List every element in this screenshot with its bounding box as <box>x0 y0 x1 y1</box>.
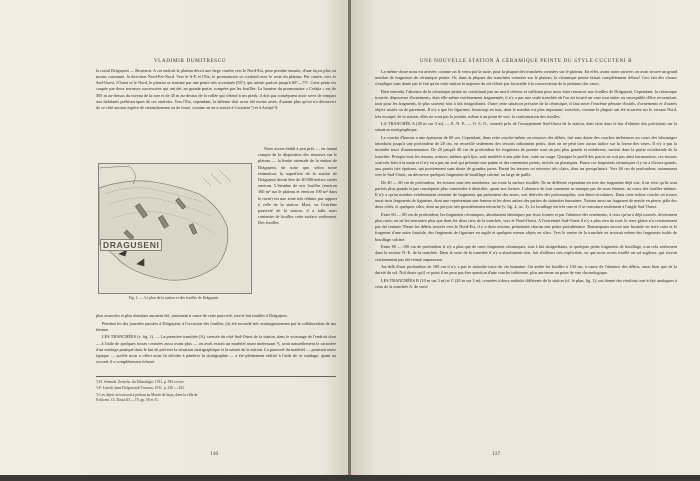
left-page <box>0 0 349 481</box>
footnotes <box>96 376 336 404</box>
figure-place-label: DRAGUSENI <box>100 239 162 251</box>
page-bottom-edge <box>0 475 700 481</box>
paragraph: Entre 60 — 80 cm de profondeur, les fragments céramiques, absolument identiques par leurs formes et par l'absence des ornements, à ceux qu'on a déjà trouvés, deviennent plus rares; on ne les rencontre plus que dans les deux tiers de la tranchée, vers le Nord-Ouest. A l'extrémité Sud-Ouest il n'y a plus rien du tout: le terre glaise n'a certainement pas été remuée. Parmi les débris trouvés vers le Nord-Est, il y a deux tessons, présentant chacun une petite protubérance. Remarquons encore une fusaïole en terre cuite et le fragment d'une autre fusaïole, des fragments de figurines en argile et quelques menus objets en silex. Vers le centre de la tranchée on trouvait même des fragments isolés de bouillage calciné. <box>375 211 677 242</box>
paragraph: plus avancées et plus étendues auraient été, justement à cause de cette pauvreté, tout-à-fait inutiles à Drăgușeni. <box>96 313 288 318</box>
paragraph: Entre 80 — 100 cm de profondeur il n'y a plus que de rares fragments céramiques, tout à fait insignifiants, et quelques petits fragments de bouillage, tout cela seulement dans le secteur N.-E. de la tranchée. Dans le reste de la tranchée il n'y a absolument rien, fait d'ailleurs très explicable, vu que nous avons fouillé un sol argileux, qui n'avait certainement pas été remué auparavant. <box>375 244 677 262</box>
right-page <box>351 0 700 481</box>
left-side-text <box>258 146 337 228</box>
paragraph: De 40 — 60 cm de profondeur, les tessons sont très nombreux, sur toute la surface fouillée. Ils ne diffèrent cependant en rien des fragments déjà vus; il ne n'est qu'ils sont parfois plus grands et par conséquent plus commodes à identifier, quant aux formes. L'absence de tout ornement se manque pas de nous étonner, au cours des fouilles-mêmes. Il n'y a qu'un nombre extrêmement restreint de fragments qui présentent des anses, soit dérivées des protomorphes, soit demi-circulaires. Dans cette même couche on trouve aussi trois fragments de figurines, dont une représentant une femme et les deux autres des parties de statuettes humaines. Notons aussi un fragment de meule en pierre, pâle des deux côtés, et quelques silex, dont un perçoir très grossièrement retouché (v. fig. 4, no. 3). Le bouillage est très rare et il se rencontre seulement à l'angle Sud-Ouest. <box>375 179 677 210</box>
paragraph: Bien entendu, l'absence de la céramique peinte ne constituait pas un motif sérieux et suffisant pour nous faire renoncer aux fouilles de Drăgușeni. Cependant, la céramique trouvée, dépourvue d'ornements, était elle-même extrêmement fragmentée; il n'y a pas une seule tranchée où l'on ait trouvé un vase tout entier ou susceptible d'être reconstitué; tous pour les fragments, le plus souvent tout à fait insignifiants. Outre cette situation précaire de la céramique, il faut noter l'extrême pénurie d'outils, d'ornements et d'autres objets usuels ou de parement. Il n'y a que les figurines, beaucoup en tout, dont le nombre est plus important; toutefois, comme le plupart ont été trouvées sur le versant Nord, très escarpé, de la station, elles ne vont pas la joindre, même à un point de vue, la conformation des fouilles. <box>375 88 677 119</box>
running-head-right: UNE NOUVELLE STATION À CÉRAMIQUE PEINTE DU STYLE CUCUTENI B <box>419 58 633 64</box>
running-head-left: VLADIMIR DUMITRESCU <box>153 58 227 64</box>
paragraph: la rostul Drăgușeni — Broștenii. A cot endroit le plateau décrit une large courbe vers le Nord-Est, pour prendre ensuite, d'une façon plus ou moins constante, la direction Nord-Est-Nord. Vers le S-E et l'Est, le promontoire se confond avec le reste du plateau. Par contre, vers le Sud-Ouest, l'Ouest et le Nord, le plateau se termine par une pente très accentuée (50°), qui atteint parfois jusqu'à 60°—75°. Cette pente est coupée par deux terrasses successives qui ont été, en grande partie, rompées par les fouilles. La hauteur du promontoire « Cetăția » est de 565 m au-dessus du niveau de la mer et de 45 m au-dessus de la vallée qui s'étend à ses pieds; il doit par conséquent avoir servi de rempart aux habitants préhistoriques de ces endroits. Vers l'Est, cependant, la défense doit avoir été moins aisée, d'autant plus qu'on n'a découvert de ce côté aucune espèce de retranchement ou de fossé, comme on en a trouvé à Cucuteni ¹) et à Ariușd ²). <box>96 68 336 110</box>
paragraph: Pendant les dix journées passées à Drăgușeni, à l'occasion des fouilles, j'ai été secondé très avantageusement par la collaboration de ma femme. <box>96 320 336 332</box>
paragraph: LA TRANCHÉE A (20 m sur 3 m). — E. N. E. — O. S. O., creusée près de l'escarpement Sud-Ouest de la station, était faite dans le but d'obtenir des précisions sur la situation stratigraphique. <box>375 121 677 133</box>
footnotes-column-right <box>96 393 211 405</box>
site-plan-figure <box>98 163 252 294</box>
footnote: ²) F. László, dans Dolgozatok-Travaux, 1911, p. 236 — 241. <box>96 386 185 391</box>
footnotes-column-left <box>96 380 211 393</box>
site-plan-map <box>99 164 251 293</box>
figure-caption: Fig. 1. — Le plan de la station et des fouilles de Drăgușeni. <box>128 296 220 300</box>
left-bottom-text <box>96 313 336 367</box>
paragraph: La couche d'humus a une épaisseur de 60 cm. Cependant, dans cette couche-même on retrouve des débris, tiré sans doute des couches inférieures au cours des labourages introduits jusqu'à une profondeur de 20 cm, en recueille seulement des tessons infiniment petits, dont on ne peut tirer aucun indice sur la forme des vases. Il n'y a pas la moindre trace d'ornementation. De 20 jusqu'à 40 cm de profondeur les fragments de poterie sont un peu plus grands et nombreux, surtout dans la partie occidentale de la tranchée. Presque tous les tessons, minces, mêmes qu'à ljus, sont modelés à une pâte fine, cuite au rouge. Quoique le profil des parois ne soit pas ainsi harmonieux, ces tessons sont très faits à la main et il n'y en a pas un seul qui présente une patine et des ornements peints, incisés ou plastiques. Parmi ces fragments céramiques il y en a d'assez grands, aux parois très épaisses, qui proviennent sans doute de grandes jarres. Parmi les tessons on retrouve très clairs, dont un presqu'intact. Vers 60 cm de profondeur, notamment vers le Sud-Ouest, on découvre quelques fragments de bouillage calciné, au large de paille. <box>375 135 677 177</box>
footnote: ³) Ces objets se trouvent à présent au Musée de Iașsy, dans la ville de Folticeni. Cf. Dacia III — IV, pp. 50 et 51. <box>96 392 198 402</box>
paragraph: Au-delà d'une profondeur de 100 cm il n'y a pas le moindre trace de vie humaine. On arrête les fouilles à 130 cm, à cause de l'absence des débris, aussi bien que de la dureté du sol. Nul doute qu'il ce point il ne peut pas être question d'une couche inférieure, plus ancienne au point de vue chronologique. <box>375 264 677 276</box>
paragraph: Nous avons établi à peu près — en tenant compte de la disposition des terrasses sur le plateau — la limite orientale de la station de Drăgușeni, de sorte que, selon notre estimation, la superficie de la station de Drăgușeni devait être de 20.000 mètres carrés environ. L'étendue de nos fouilles (environ 160 m² sur le plateau et environ 100 m² dans le ravin) est une zone très réduite par rapport à celle de la station. Mais, vu l'extrême pauvreté de la station, il a fallu nous contenter de fouilles cette surface seulement. Des fouilles <box>258 146 337 226</box>
paragraph: LES TRANCHÉES (v. fig. 1). — La première tranchée (A), creusée du côté Sud-Ouest de la station, dans le voisinage de l'endroit dont — à l'aide de quelques fosses creusées aussi avant plus — on avait extrait un matériel assez intéressant ³), avait naturellement le caractère d'un sondage pratiqué dans le but de préciser la situation stratigraphique et la nature de la station. La pauvreté du matériel — pourtant assez typique — qu'elle nous a offert nous fit décider à pénétrer la stratigraphie — a été pleinement réalisé à l'aide de ce sondage; quant au second, il a complètement échoué. <box>96 334 336 365</box>
paragraph: La même chose nous est arrivée, comme on le verra par la suite, pour la plupart des tranchées creusées sur le plateau. En effet, avant notre arrivée, on avait trouvé un grand nombre de fragments de céramique peinte. Or, dans la plupart des tranchées creusées sur le plateau, la céramique peinte faisait complètement défaut! Ceci fait des choses s'explique sans doute par le fait qu'en cette station la majeure du sol n'était pas favorable à la conservation de la peinture des vases. <box>375 69 677 87</box>
page-number-left: 116 <box>210 451 219 457</box>
left-top-text <box>96 68 336 113</box>
paragraph: LES TRANCHÉES B (10 m sur 3 m) et C (20 m sur 3 m), creusées à deux endroits différents de la station (cf. le plan, fig. 1), ont donné des résultats tout-à-fait analogues à ceux de la tranchée A, de sorte <box>375 278 677 290</box>
footnote: ¹) H. Schmidt, Zeitschr. für Ethnologie, 1911, p. 582 et suiv. <box>96 380 185 384</box>
page-number-right: 117 <box>492 451 501 457</box>
right-text <box>375 69 677 292</box>
